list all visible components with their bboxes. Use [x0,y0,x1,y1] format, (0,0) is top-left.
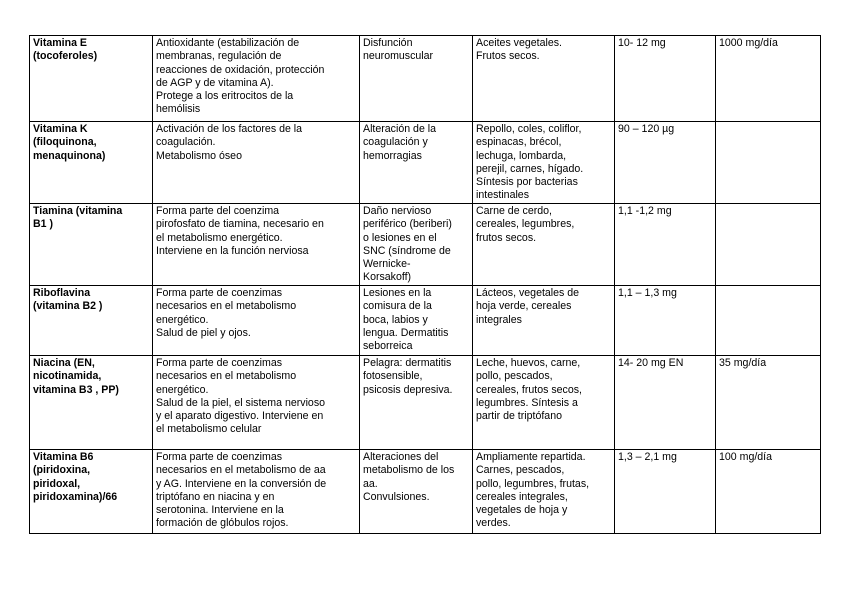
function-cell: Activación de los factores de la coagulación. Metabolismo óseo [153,122,360,204]
deficiency-cell: Disfunción neuromuscular [360,36,473,122]
deficiency-cell: Alteraciones del metabolismo de los aa. Convulsiones. [360,450,473,534]
vitamin-name-cell: Tiamina (vitamina B1 ) [30,204,153,286]
upper-limit-cell [716,122,821,204]
function-cell: Forma parte de coenzimas necesarios en el metabolismo energético. Salud de la piel, el sistema nervioso y el aparato digestivo. Interviene en el metabolismo celular [153,356,360,450]
requirement-cell: 1,1 -1,2 mg [615,204,716,286]
function-cell: Forma parte de coenzimas necesarios en el metabolismo de aa y AG. Interviene en la conversión de triptófano en niacina y en serotonina. Interviene en la formación de glóbulos rojos. [153,450,360,534]
function-cell: Forma parte del coenzima pirofosfato de tiamina, necesario en el metabolismo energético. Interviene en la función nerviosa [153,204,360,286]
requirement-cell: 1,1 – 1,3 mg [615,286,716,356]
sources-cell: Aceites vegetales. Frutos secos. [473,36,615,122]
vitamin-name-cell: Vitamina K (filoquinona, menaquinona) [30,122,153,204]
requirement-cell: 10- 12 mg [615,36,716,122]
upper-limit-cell [716,286,821,356]
sources-cell: Ampliamente repartida. Carnes, pescados, pollo, legumbres, frutas, cereales integrales, vegetales de hoja y verdes. [473,450,615,534]
vitamin-name-cell: Vitamina B6 (piridoxina, piridoxal, piridoxamina)/66 [30,450,153,534]
table-row-vitamin-e [30,36,821,122]
table-row-riboflavina [30,286,821,356]
sources-cell: Carne de cerdo, cereales, legumbres, frutos secos. [473,204,615,286]
deficiency-cell: Lesiones en la comisura de la boca, labios y lengua. Dermatitis seborreica [360,286,473,356]
deficiency-cell: Pelagra: dermatitis fotosensible, psicosis depresiva. [360,356,473,450]
vitamin-name-cell: Riboflavina (vitamina B2 ) [30,286,153,356]
table-row-niacina [30,356,821,450]
table-row-vitamin-k [30,122,821,204]
sources-cell: Leche, huevos, carne, pollo, pescados, cereales, frutos secos, legumbres. Síntesis a partir de triptófano [473,356,615,450]
requirement-cell: 1,3 – 2,1 mg [615,450,716,534]
requirement-cell: 14- 20 mg EN [615,356,716,450]
table-row-vitamin-b6 [30,450,821,534]
document-page [29,35,821,534]
sources-cell: Repollo, coles, coliflor, espinacas, brécol, lechuga, lombarda, perejil, carnes, hígado. Síntesis por bacterias intestinales [473,122,615,204]
upper-limit-cell: 1000 mg/día [716,36,821,122]
vitamin-name-cell: Vitamina E (tocoferoles) [30,36,153,122]
upper-limit-cell: 35 mg/día [716,356,821,450]
table-row-tiamina [30,204,821,286]
upper-limit-cell [716,204,821,286]
vitamin-table [29,35,821,534]
function-cell: Antioxidante (estabilización de membranas, regulación de reacciones de oxidación, protección de AGP y de vitamina A). Protege a los eritrocitos de la hemólisis [153,36,360,122]
sources-cell: Lácteos, vegetales de hoja verde, cereales integrales [473,286,615,356]
deficiency-cell: Daño nervioso periférico (beriberi) o lesiones en el SNC (síndrome de Wernicke- Korsakoff) [360,204,473,286]
function-cell: Forma parte de coenzimas necesarios en el metabolismo energético. Salud de piel y ojos. [153,286,360,356]
upper-limit-cell: 100 mg/día [716,450,821,534]
requirement-cell: 90 – 120 µg [615,122,716,204]
vitamin-name-cell: Niacina (EN, nicotinamida, vitamina B3 , PP) [30,356,153,450]
deficiency-cell: Alteración de la coagulación y hemorragias [360,122,473,204]
